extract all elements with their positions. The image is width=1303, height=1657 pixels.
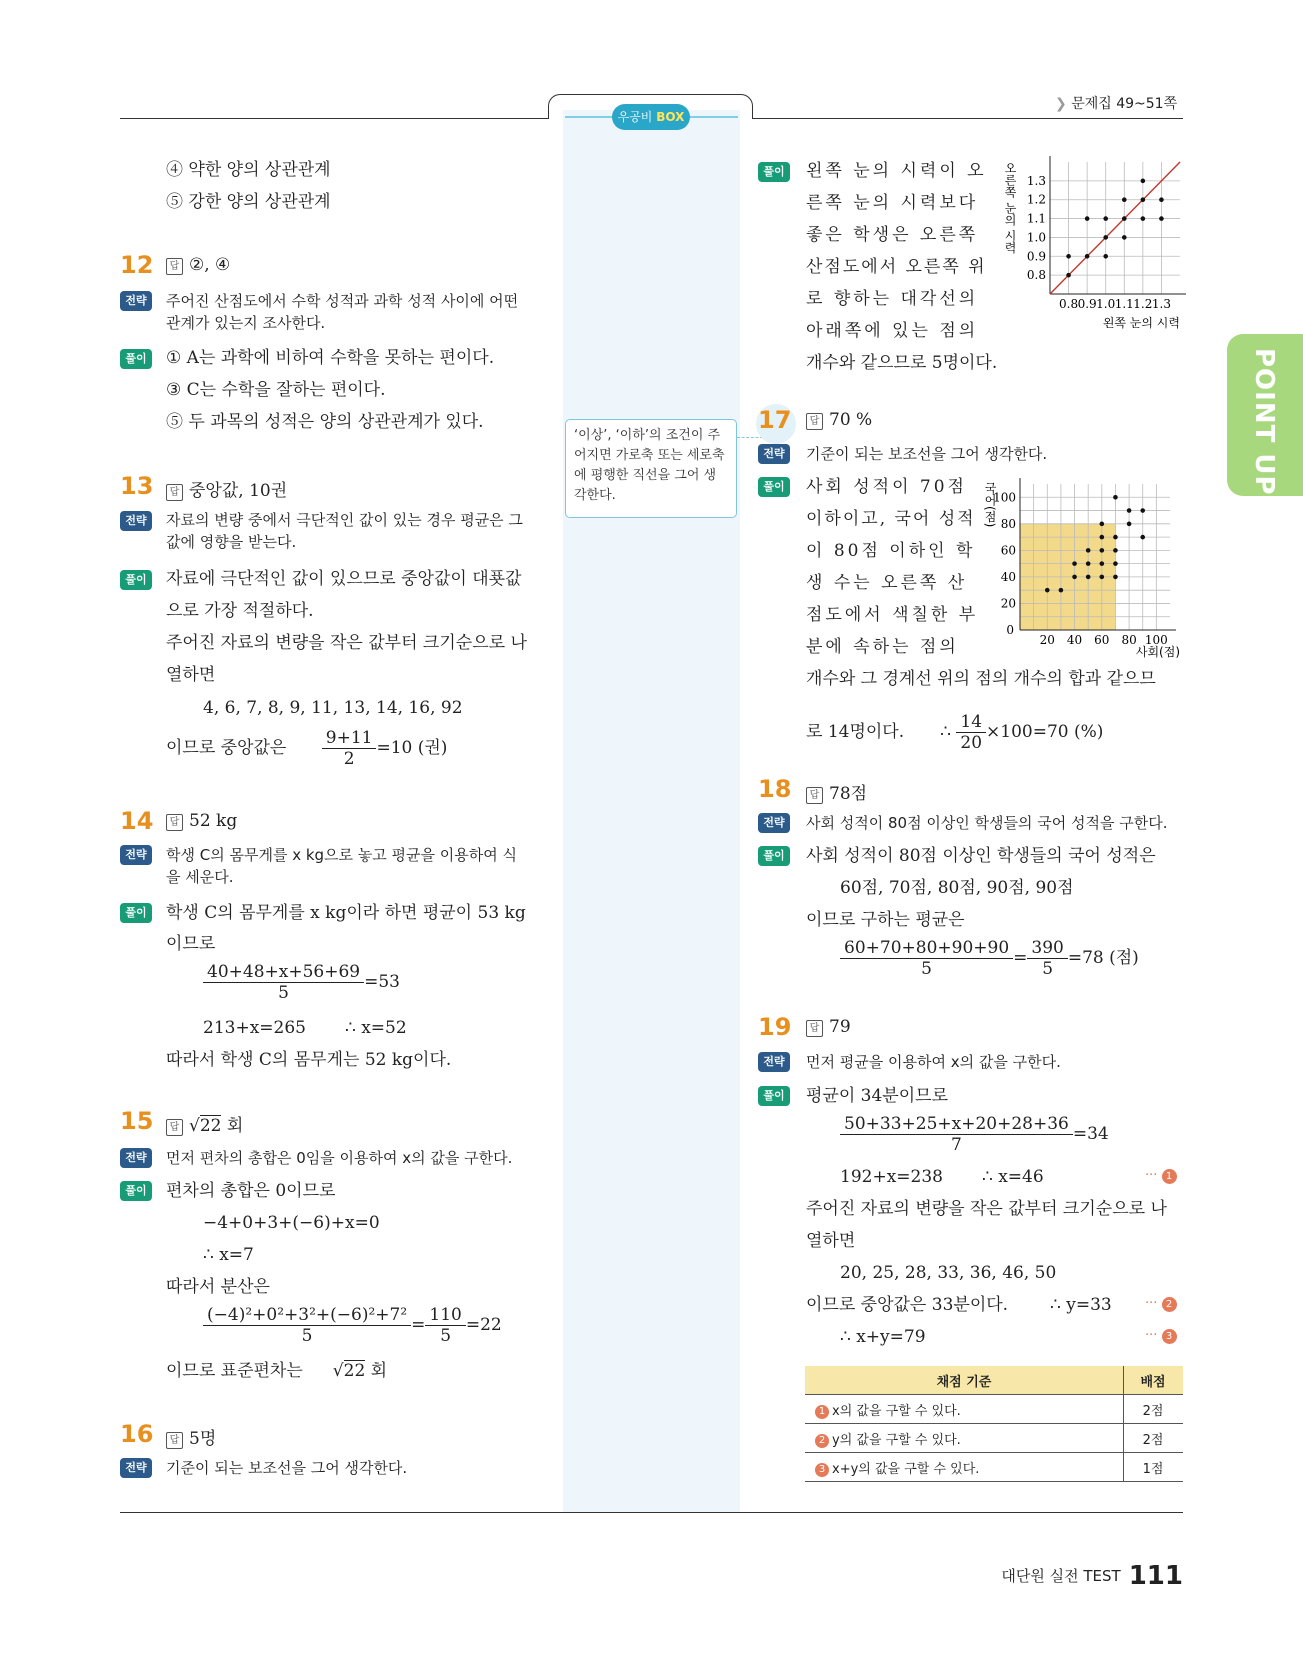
q19-data: 20, 25, 28, 33, 36, 46, 50 <box>840 1263 1057 1283</box>
q15-sol-2: 따라서 분산은 <box>166 1277 270 1297</box>
q16-sol-7: 개수와 같으므로 5명이다. <box>806 353 998 373</box>
q15-equation-1: −4+0+3+(−6)+x=0 <box>203 1213 380 1233</box>
q13-fraction: $\frac{9+11}{2}$ <box>322 728 377 769</box>
scatter-point <box>1072 575 1077 580</box>
q16-strategy-tag: 전략 <box>120 1458 152 1478</box>
q14-equation-1: $\frac{40+48+x+56+69}{5}$ =53 <box>203 962 400 1003</box>
q14-strategy-tag: 전략 <box>120 845 152 865</box>
scatter-point <box>1085 254 1090 259</box>
q18-sol-1: 사회 성적이 80점 이상인 학생들의 국어 성적은 <box>806 846 1156 866</box>
q11-opt5: ⑤ 강한 양의 상관관계 <box>166 192 331 212</box>
q17-sol-2: 이하이고, 국어 성적 <box>806 509 976 529</box>
q17-sol-5: 점도에서 색칠한 부 <box>806 605 979 625</box>
box-note: ‘이상’, ‘이하’의 조건이 주어지면 가로축 또는 세로축에 평행한 직선을 그어 생각한다. <box>565 419 737 518</box>
q14-strategy-2: 을 세운다. <box>166 868 234 886</box>
q17-number: 17 <box>758 406 792 434</box>
q17-sol-8: 로 14명이다. ∴ $\frac{14}{20}$ ×100=70 (%) <box>806 712 1104 753</box>
q12-sol-1: ① A는 과학에 비하여 수학을 못하는 편이다. <box>166 348 495 368</box>
y-tick-label: 1.1 <box>1026 211 1046 226</box>
q13-median-line: 이므로 중앙값은 $\frac{9+11}{2}$ =10 (권) <box>166 728 448 769</box>
q19-fraction: $\frac{50+33+25+x+20+28+36}{7}$ <box>840 1114 1073 1155</box>
q19-sol-2: 주어진 자료의 변량을 작은 값부터 크기순으로 나 <box>806 1199 1167 1219</box>
q19-number: 19 <box>758 1013 792 1041</box>
y-tick-label: 80 <box>1000 516 1016 531</box>
scoring-table <box>805 1366 1183 1482</box>
score-mark-2: ··· 2 <box>1145 1296 1177 1312</box>
q14-number: 14 <box>120 807 154 835</box>
sqrt-icon: √ <box>189 1116 200 1136</box>
scatter-point <box>1140 535 1145 540</box>
q18-solution-tag: 풀이 <box>758 846 790 866</box>
q19-strategy: 먼저 평균을 이용하여 x의 값을 구한다. <box>806 1053 1061 1071</box>
y-tick-label: 60 <box>1000 543 1016 558</box>
x-tick-label: 0.8 <box>1059 297 1079 311</box>
q15-variance: $\frac{\text{(−4)²+0²+3²+(−6)²+7²}}{5}$ = $\frac{110}{5}$ =22 <box>203 1305 502 1346</box>
q17-solution-tag: 풀이 <box>758 477 790 497</box>
scatter-point <box>1159 216 1164 221</box>
q12-answer: 답 ②, ④ <box>166 255 230 275</box>
answer-icon: 답 <box>166 814 183 831</box>
q15-fraction-2: $\frac{110}{5}$ <box>425 1305 465 1346</box>
q18-strategy-tag: 전략 <box>758 813 790 833</box>
box-label: 우공비 BOX <box>612 104 690 130</box>
q18-answer: 답 78점 <box>806 779 867 804</box>
q15-fraction-1: $\frac{\text{(−4)²+0²+3²+(−6)²+7²}}{5}$ <box>203 1305 411 1346</box>
scatter-point <box>1141 197 1146 202</box>
q15-sd-line: 이므로 표준편차는 √22 회 <box>166 1361 388 1381</box>
q12-strategy-1: 주어진 산점도에서 수학 성적과 과학 성적 사이에 어떤 <box>166 292 519 310</box>
scatter-point <box>1113 575 1118 580</box>
answer-icon: 답 <box>806 1020 823 1037</box>
q13-sol-4: 열하면 <box>166 665 216 685</box>
scatter-point <box>1045 588 1050 593</box>
q19-sol-4: 이므로 중앙값은 33분이다. <box>806 1295 1009 1315</box>
q18-scores: 60점, 70점, 80점, 90점, 90점 <box>840 878 1074 898</box>
scatter-point <box>1100 575 1105 580</box>
q15-solution-tag: 풀이 <box>120 1181 152 1201</box>
q11-opt4: ④ 약한 양의 상관관계 <box>166 160 331 180</box>
q16-strategy: 기준이 되는 보조선을 그어 생각한다. <box>166 1459 408 1477</box>
answer-icon: 답 <box>166 1119 183 1136</box>
page-footer: 대단원 실전 TEST 111 <box>1001 1561 1183 1591</box>
q19-equation-4: ∴ x+y=79 <box>840 1327 926 1347</box>
q13-strategy-1: 자료의 변량 중에서 극단적인 값이 있는 경우 평균은 그 <box>166 511 523 529</box>
q12-sol-2: ③ C는 수학을 잘하는 편이다. <box>166 380 386 400</box>
q19-sol-3: 열하면 <box>806 1231 856 1251</box>
q17-sol-6: 분에 속하는 점의 <box>806 637 959 657</box>
x-tick-label: 40 <box>1066 633 1083 647</box>
scatter-point <box>1100 548 1105 553</box>
q19-solution-tag: 풀이 <box>758 1086 790 1106</box>
pill-line-left <box>565 116 615 118</box>
table-row: 1 x의 값을 구할 수 있다. 2점 <box>805 1395 1183 1424</box>
q14-fraction: $\frac{40+48+x+56+69}{5}$ <box>203 962 364 1003</box>
table-row: 3 x+y의 값을 구할 수 있다. 1점 <box>805 1453 1183 1482</box>
footer-rule <box>120 1512 1183 1513</box>
y-tick-label: 100 <box>993 490 1016 505</box>
origin-label: 0 <box>1006 623 1014 637</box>
q17-answer: 답 70 % <box>806 410 872 430</box>
y-tick-label: 1.0 <box>1026 230 1046 245</box>
y-tick-label: 40 <box>1000 569 1016 584</box>
q17-sol-7: 개수와 그 경계선 위의 점의 개수의 합과 같으므 <box>806 669 1156 689</box>
q16-sol-1: 왼쪽 눈의 시력이 오 <box>806 161 987 181</box>
scatter-point <box>1059 588 1064 593</box>
q19-strategy-tag: 전략 <box>758 1052 790 1072</box>
x-tick-label: 100 <box>1144 633 1168 647</box>
scatter-point <box>1066 273 1071 278</box>
q14-equation-2: 213+x=265 <box>203 1018 306 1038</box>
q17-sol-1: 사회 성적이 70점 <box>806 477 967 497</box>
q16-sol-6: 아래쪽에 있는 점의 <box>806 321 979 341</box>
q19-equation-2b: ∴ x=46 <box>982 1167 1044 1187</box>
scatter-point <box>1085 216 1090 221</box>
scatter-point <box>1086 575 1091 580</box>
y-tick-label: 0.8 <box>1026 268 1046 283</box>
scatter-point <box>1140 508 1145 513</box>
scatter-point <box>1127 522 1132 527</box>
chart1-xlabel: 왼쪽 눈의 시력 <box>1102 316 1180 330</box>
chevron-right-icon: ❯ <box>1055 96 1067 112</box>
q15-sol-1: 편차의 총합은 0이므로 <box>166 1181 336 1201</box>
scatter-point <box>1122 216 1127 221</box>
scatter-point <box>1103 235 1108 240</box>
q18-sol-2: 이므로 구하는 평균은 <box>806 910 965 930</box>
table-row: 2 y의 값을 구할 수 있다. 2점 <box>805 1424 1183 1453</box>
sqrt-icon: √ <box>332 1361 344 1381</box>
q12-number: 12 <box>120 251 154 279</box>
answer-icon: 답 <box>806 787 823 804</box>
x-tick-label: 0.9 <box>1077 297 1097 311</box>
q14-sol-3: 따라서 학생 C의 몸무게는 52 kg이다. <box>166 1050 452 1070</box>
answer-icon: 답 <box>166 1432 183 1449</box>
q13-strategy-2: 값에 영향을 받는다. <box>166 533 297 551</box>
q16-number: 16 <box>120 1420 154 1448</box>
q17-fraction: $\frac{14}{20}$ <box>956 712 986 753</box>
q15-equation-2: ∴ x=7 <box>203 1245 254 1265</box>
note-connector <box>737 437 763 438</box>
q16-sol-3: 좋은 학생은 오른쪽 <box>806 225 979 245</box>
q18-strategy: 사회 성적이 80점 이상인 학생들의 국어 성적을 구한다. <box>806 814 1168 832</box>
x-tick-label: 1.2 <box>1133 297 1153 311</box>
q14-strategy-1: 학생 C의 몸무게를 x kg으로 놓고 평균을 이용하여 식 <box>166 846 518 864</box>
header-ref: ❯ 문제집 49~51쪽 <box>1055 96 1178 112</box>
x-tick-label: 1.3 <box>1151 297 1171 311</box>
scatter-point <box>1159 197 1164 202</box>
score-scatter-chart <box>980 476 1190 666</box>
q13-solution-tag: 풀이 <box>120 570 152 590</box>
scoring-header-points: 배점 <box>1124 1366 1184 1395</box>
q13-data: 4, 6, 7, 8, 9, 11, 13, 14, 16, 92 <box>203 698 463 718</box>
q15-strategy: 먼저 편차의 총합은 0임을 이용하여 x의 값을 구한다. <box>166 1149 513 1167</box>
q12-strategy-2: 관계가 있는지 조사한다. <box>166 314 326 332</box>
x-tick-label: 1.1 <box>1114 297 1134 311</box>
chart2-xlabel: 사회(점) <box>1135 645 1180 659</box>
q13-answer: 답 중앙값, 10권 <box>166 476 287 501</box>
q12-solution-tag: 풀이 <box>120 349 152 369</box>
q19-sol-1: 평균이 34분이므로 <box>806 1086 948 1106</box>
q17-strategy: 기준이 되는 보조선을 그어 생각한다. <box>806 445 1048 463</box>
q17-sol-4: 생 수는 오른쪽 산 <box>806 573 968 593</box>
q19-answer: 답 79 <box>806 1017 851 1037</box>
pill-line-right <box>688 116 738 118</box>
scoring-header-criteria: 채점 기준 <box>805 1366 1124 1395</box>
q13-number: 13 <box>120 472 154 500</box>
scatter-point <box>1103 216 1108 221</box>
q13-sol-3: 주어진 자료의 변량을 작은 값부터 크기순으로 나 <box>166 633 527 653</box>
q14-equation-3: ∴ x=52 <box>345 1018 407 1038</box>
y-tick-label: 1.2 <box>1026 192 1046 207</box>
scatter-point <box>1086 548 1091 553</box>
scatter-point <box>1103 254 1108 259</box>
score-mark-1: ··· 1 <box>1145 1168 1177 1184</box>
q18-fraction-1: $\frac{60+70+80+90+90}{5}$ <box>840 938 1013 979</box>
scatter-point <box>1113 535 1118 540</box>
q16-answer: 답 5명 <box>166 1424 216 1449</box>
q17-strategy-tag: 전략 <box>758 444 790 464</box>
x-tick-label: 20 <box>1039 633 1055 647</box>
score-mark-3: ··· 3 <box>1145 1328 1177 1344</box>
side-tab: POINT UP <box>1227 334 1303 496</box>
scatter-point <box>1127 508 1132 513</box>
q19-equation-3: ∴ y=33 <box>1050 1295 1112 1315</box>
y-tick-label: 20 <box>1000 596 1016 611</box>
q16-sol-4: 산점도에서 오른쪽 위 <box>806 257 987 277</box>
q15-answer: 답 √22 회 <box>166 1111 243 1136</box>
q16-sol-2: 른쪽 눈의 시력보다 <box>806 193 979 213</box>
y-tick-label: 1.3 <box>1026 173 1046 188</box>
q14-answer: 답 52 kg <box>166 811 237 831</box>
q18-fraction-2: $\frac{390}{5}$ <box>1027 938 1067 979</box>
scatter-point <box>1072 561 1077 566</box>
scatter-point <box>1100 522 1105 527</box>
scatter-point <box>1113 495 1118 500</box>
q15-number: 15 <box>120 1107 154 1135</box>
q18-equation: $\frac{60+70+80+90+90}{5}$ = $\frac{390}{5}$ =78 (점) <box>840 938 1139 979</box>
q14-sol-1: 학생 C의 몸무게를 x kg이라 하면 평균이 53 kg <box>166 903 526 923</box>
vision-scatter-chart <box>1000 150 1190 330</box>
scatter-point <box>1141 216 1146 221</box>
q19-equation-1: $\frac{50+33+25+x+20+28+36}{7}$ =34 <box>840 1114 1109 1155</box>
chart1-ylabel: 오른쪽 눈의 시력 <box>1003 162 1017 254</box>
q12-sol-3: ⑤ 두 과목의 성적은 양의 상관관계가 있다. <box>166 412 484 432</box>
q14-solution-tag: 풀이 <box>120 903 152 923</box>
x-tick-label: 80 <box>1121 633 1137 647</box>
scatter-point <box>1141 179 1146 184</box>
q13-sol-1: 자료에 극단적인 값이 있으므로 중앙값이 대푯값 <box>166 569 522 589</box>
q14-sol-2: 이므로 <box>166 934 216 954</box>
scatter-point <box>1100 535 1105 540</box>
q16-solution-tag: 풀이 <box>758 162 790 182</box>
q13-sol-2: 으로 가장 적절하다. <box>166 601 314 621</box>
y-tick-label: 0.9 <box>1026 249 1046 264</box>
q13-strategy-tag: 전략 <box>120 511 152 531</box>
answer-icon: 답 <box>806 413 823 430</box>
scatter-point <box>1122 197 1127 202</box>
scatter-point <box>1066 254 1071 259</box>
header-rule-right <box>751 118 1183 119</box>
x-tick-label: 1.0 <box>1096 297 1116 311</box>
q17-sol-3: 이 80점 이하인 학 <box>806 541 976 561</box>
header-rule-left <box>120 118 548 119</box>
scatter-point <box>1113 561 1118 566</box>
q16-sol-5: 로 향하는 대각선의 <box>806 289 979 309</box>
scatter-point <box>1122 235 1127 240</box>
q18-number: 18 <box>758 775 792 803</box>
scatter-point <box>1100 561 1105 566</box>
answer-icon: 답 <box>166 484 183 501</box>
scatter-point <box>1086 561 1091 566</box>
q15-strategy-tag: 전략 <box>120 1148 152 1168</box>
chart2-ylabel: 국어(점) <box>983 482 997 528</box>
q19-equation-2a: 192+x=238 <box>840 1167 943 1187</box>
center-column <box>563 110 740 1512</box>
answer-icon: 답 <box>166 258 183 275</box>
q12-strategy-tag: 전략 <box>120 291 152 311</box>
x-tick-label: 60 <box>1094 633 1110 647</box>
scatter-point <box>1113 548 1118 553</box>
